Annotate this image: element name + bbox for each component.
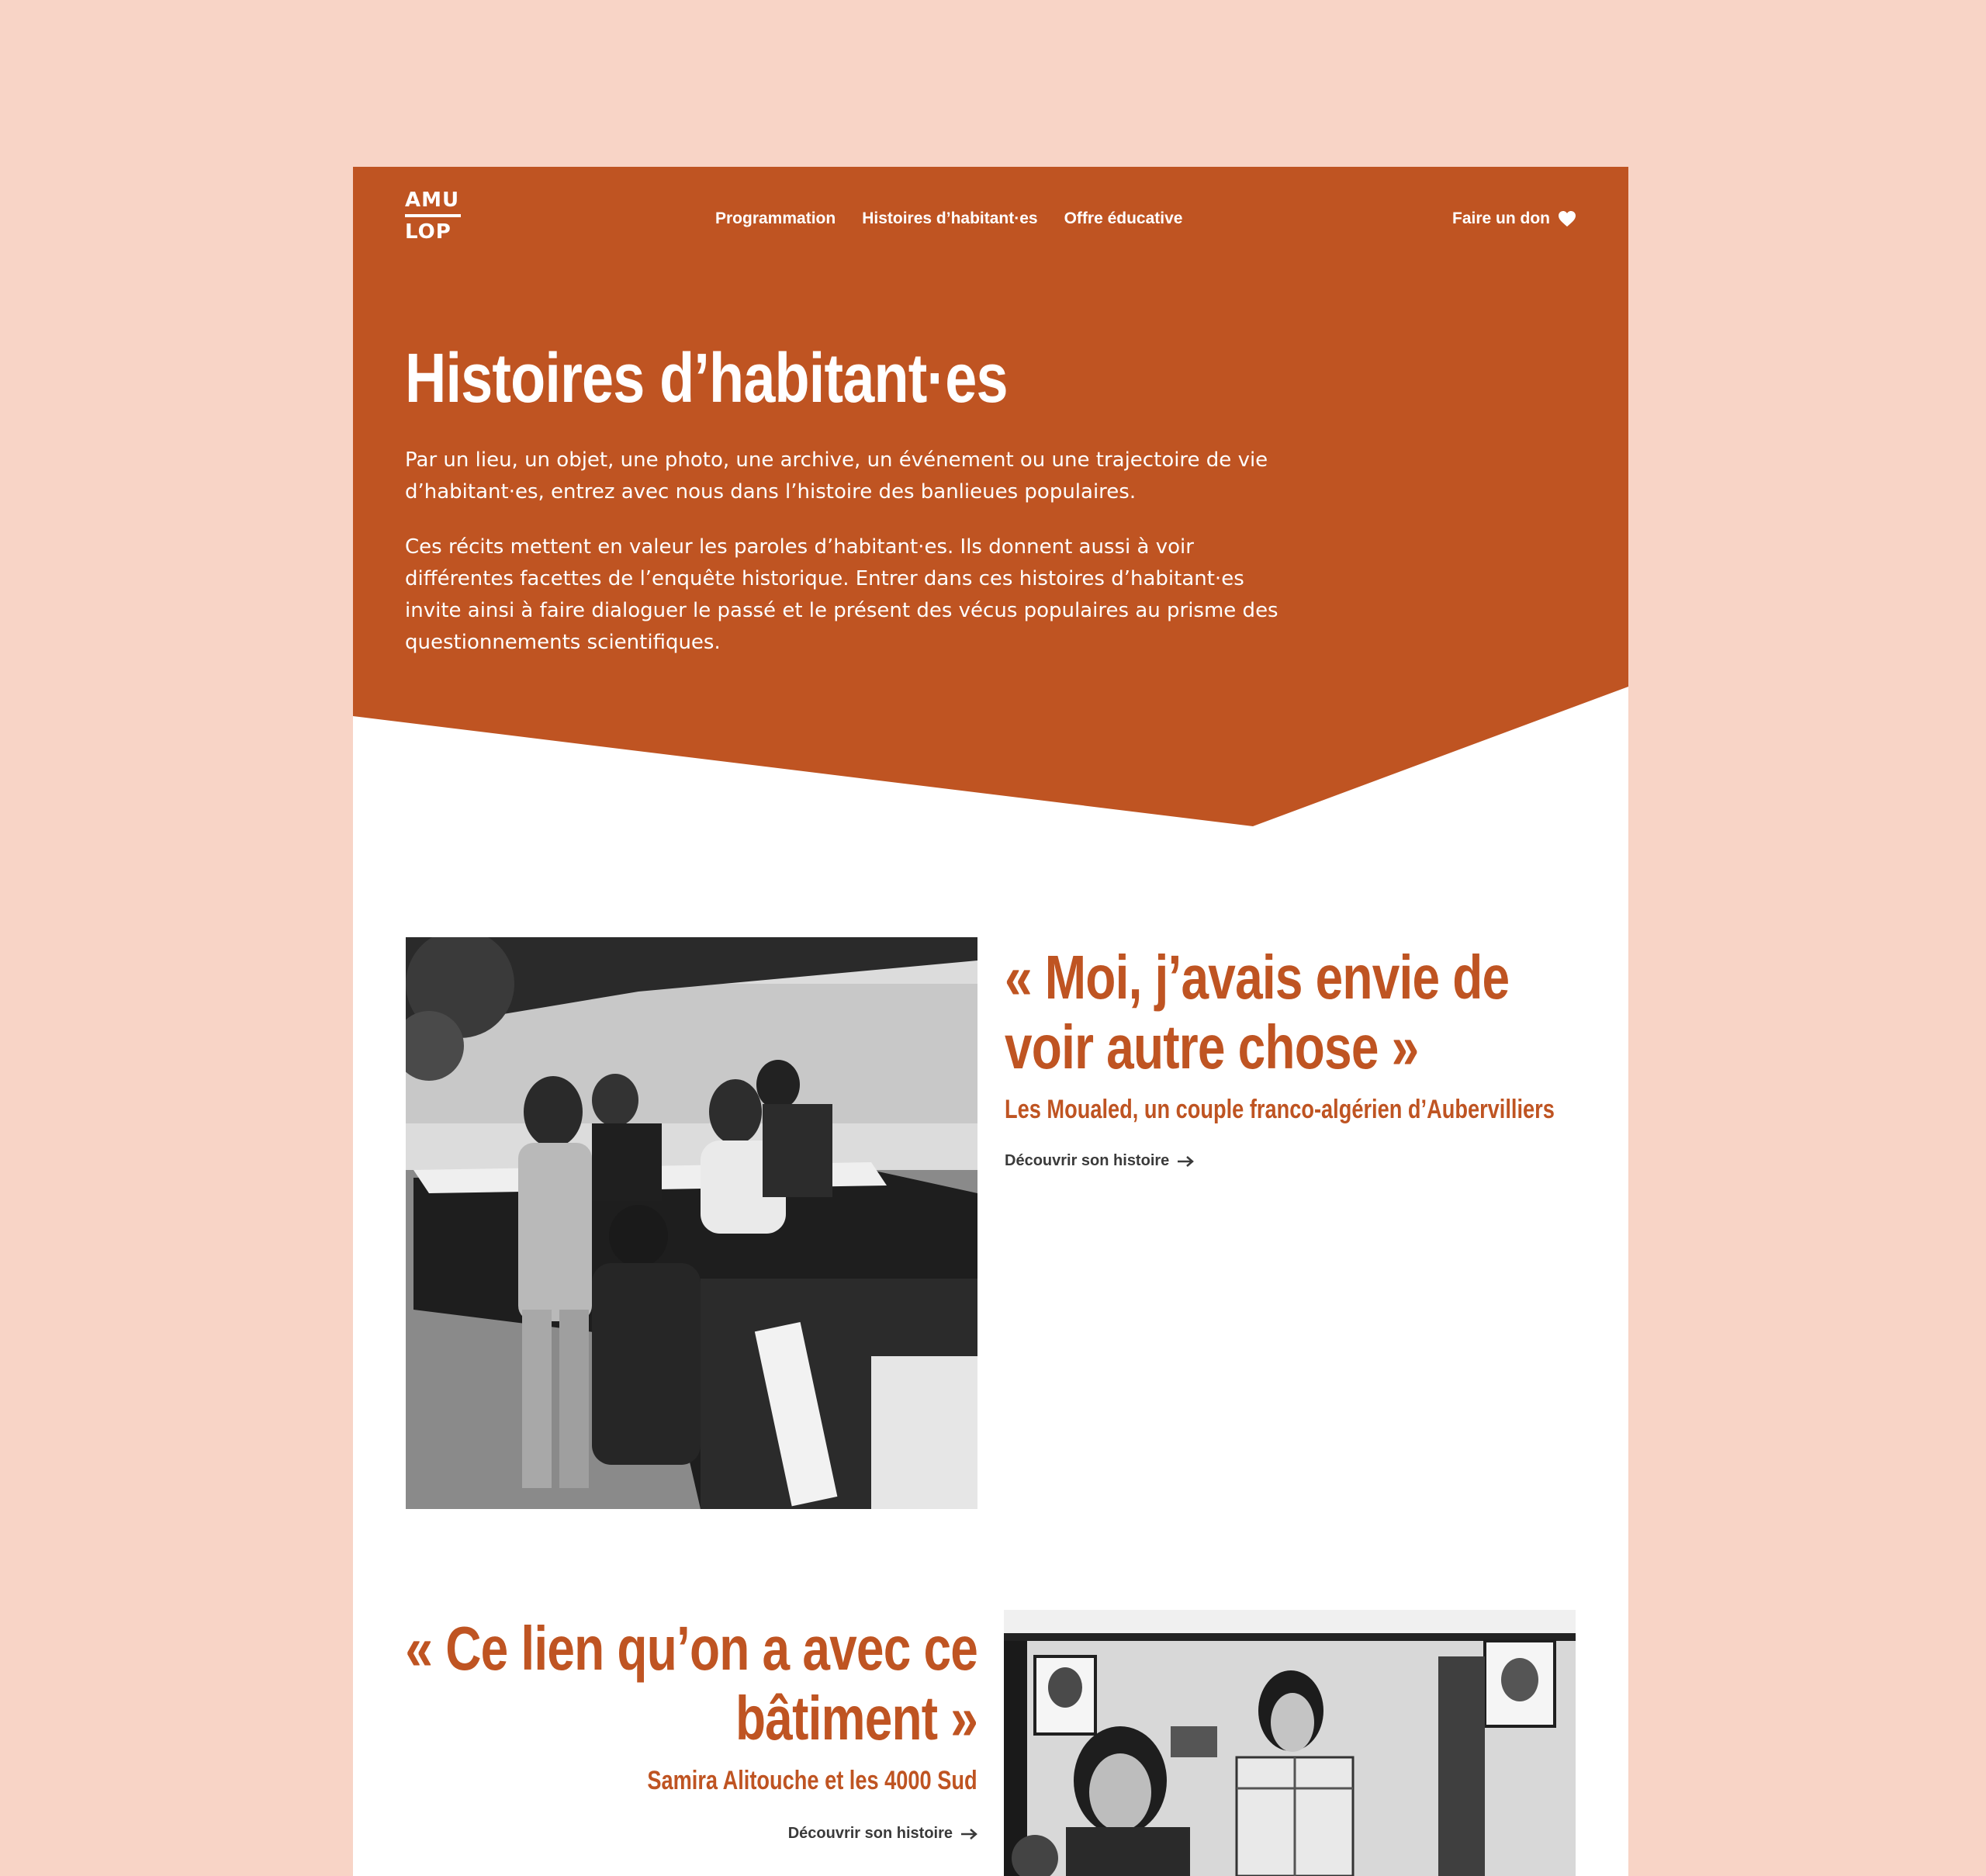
story-quote-line-1: « Moi, j’avais envie de: [1005, 943, 1510, 1012]
intro-paragraph-2: Ces récits mettent en valeur les paroles d’habitant·es. Ils donnent aussi à voir différentes facettes de l’enquête historique. Entrer dans ces histoires d’habitant·es invite ainsi à faire dialoguer le passé et le présent des vécus populaires au prisme des questionnements scientifiques.: [405, 535, 1278, 654]
nav-item-programmation[interactable]: Programmation: [715, 209, 836, 227]
archive-photo-image: [406, 937, 977, 1509]
intro-paragraph-1: Par un lieu, un objet, une photo, une archive, un événement ou une trajectoire de vie d’habitant·es, entrez avec nous dans l’histoire des banlieues populaires.: [405, 448, 1268, 504]
heart-icon: [1558, 210, 1576, 227]
story-quote-line-2: voir autre chose »: [1005, 1012, 1419, 1082]
page-title: Histoires d’habitant·es: [405, 340, 1008, 417]
archive-photo-image: [1004, 1610, 1576, 1876]
story-photo-moualed[interactable]: [406, 937, 977, 1509]
nav-item-offre-educative[interactable]: Offre éducative: [1064, 209, 1183, 227]
story-quote-line-1: « Ce lien qu’on a avec ce: [405, 1614, 977, 1683]
discover-story-link[interactable]: [788, 1825, 977, 1843]
logo-row-top: AMU: [405, 189, 460, 212]
logo-divider: [405, 214, 461, 217]
discover-story-link[interactable]: [1005, 1152, 1194, 1170]
donate-label: Faire un don: [1452, 209, 1550, 227]
story-subtitle: Les Moualed, un couple franco-algérien d’Aubervilliers: [1005, 1095, 1555, 1124]
discover-story-label: Découvrir son histoire: [1005, 1152, 1170, 1169]
arrow-right-icon: [1177, 1156, 1194, 1167]
page-frame: [353, 167, 1628, 1876]
story-photo-alitouche[interactable]: [1004, 1610, 1576, 1876]
site-header: [353, 167, 1628, 283]
story-quote-line-2: bâtiment »: [735, 1684, 977, 1753]
donate-button[interactable]: [1452, 209, 1576, 228]
story-subtitle: Samira Alitouche et les 4000 Sud: [647, 1766, 977, 1795]
main-nav: [715, 209, 1182, 228]
nav-item-histoires[interactable]: Histoires d’habitant·es: [862, 209, 1038, 227]
logo-row-bottom: LOP: [405, 220, 452, 244]
discover-story-label: Découvrir son histoire: [787, 1825, 953, 1842]
site-logo[interactable]: [405, 189, 464, 249]
arrow-right-icon: [960, 1829, 977, 1840]
